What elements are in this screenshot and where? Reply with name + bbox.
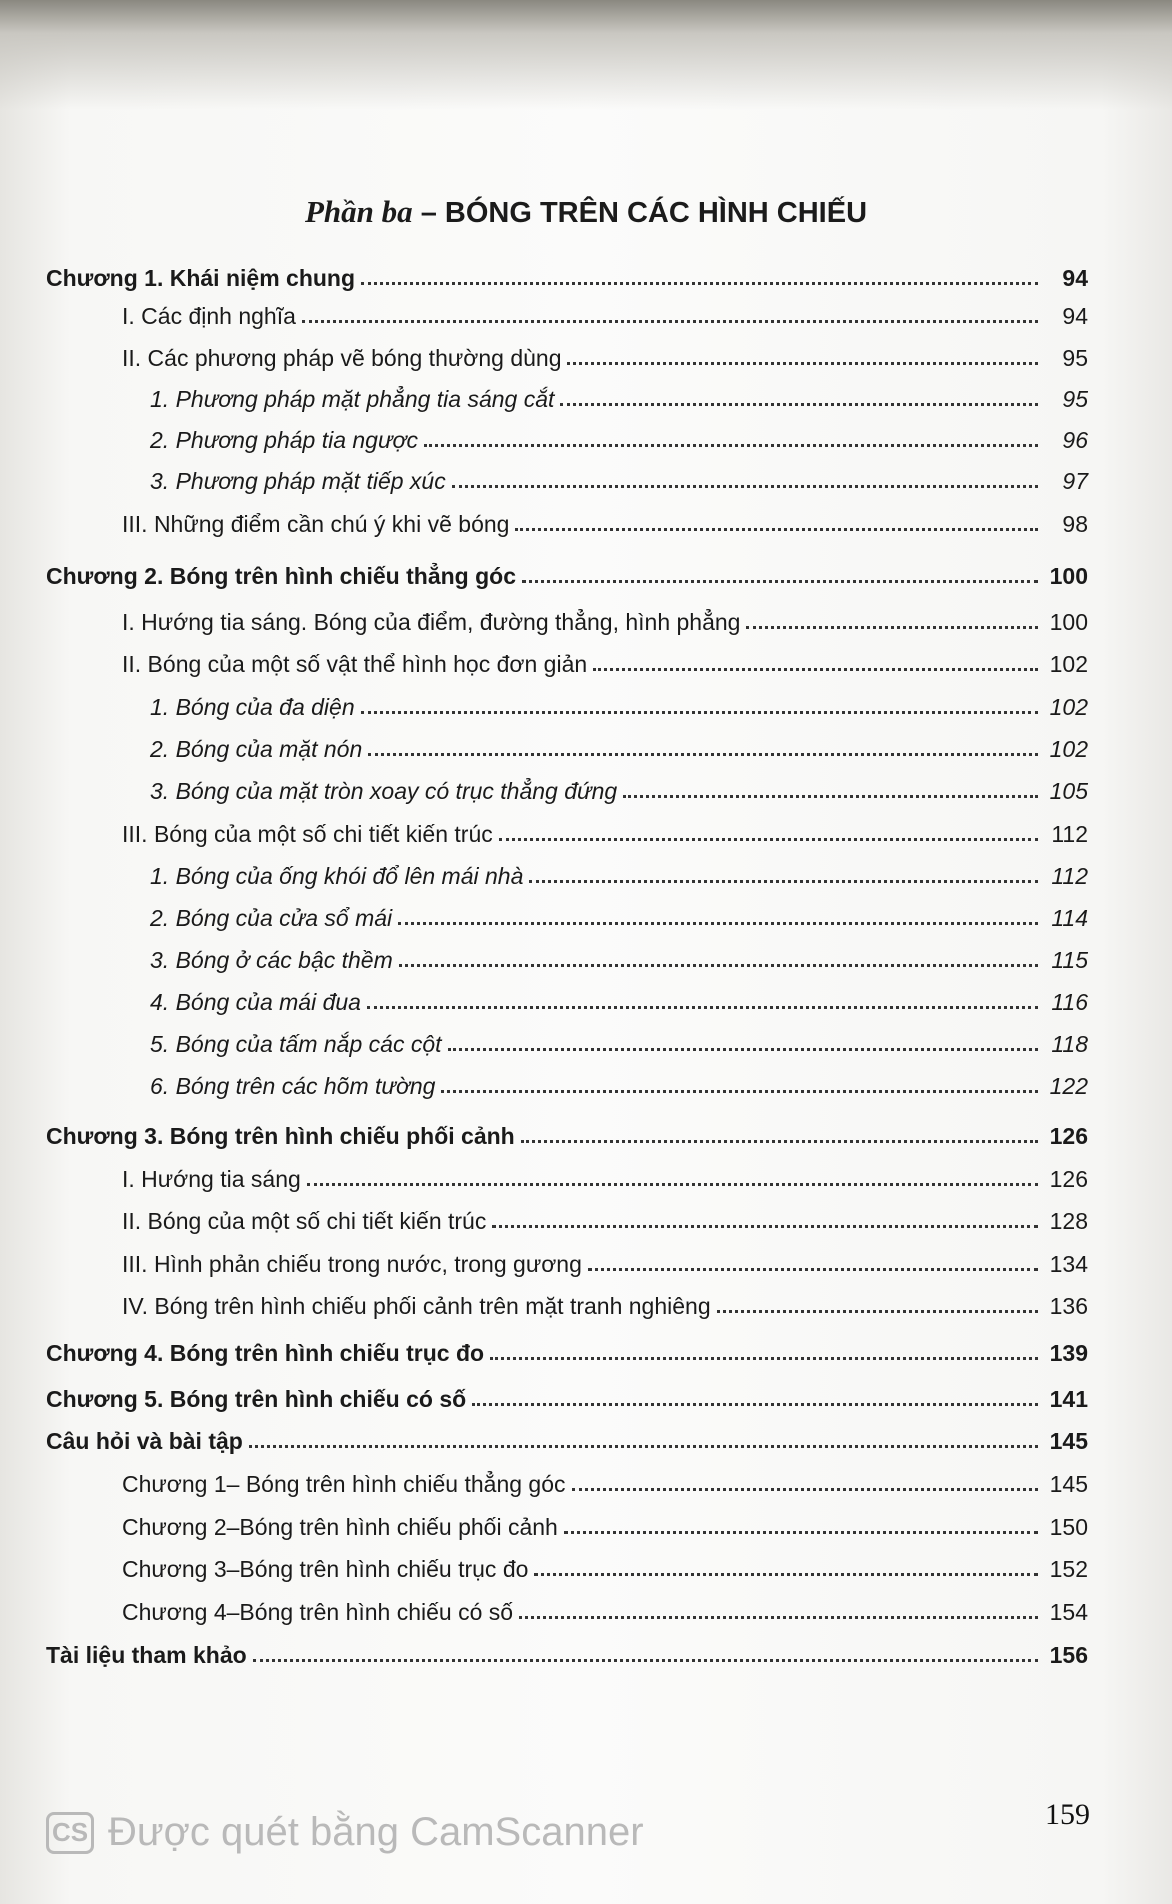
toc-dot-leader	[492, 1225, 1038, 1228]
toc-dot-leader	[361, 282, 1038, 285]
toc-entry-page: 139	[1049, 1340, 1088, 1366]
toc-entry-label: Chương 3–Bóng trên hình chiếu trục đo	[122, 1556, 529, 1582]
toc-entry-page: 100	[1049, 609, 1088, 635]
toc-entry	[150, 1067, 1088, 1101]
toc-entry-label: 1. Bóng của đa diện	[150, 694, 355, 720]
toc-entry-label: 4. Bóng của mái đua	[150, 989, 361, 1015]
toc-entry-label: III. Bóng của một số chi tiết kiến trúc	[122, 821, 493, 847]
toc-entry	[122, 297, 1088, 331]
toc-entry	[150, 380, 1088, 414]
toc-entry-page: 100	[1049, 563, 1088, 589]
toc-entry	[122, 1465, 1088, 1499]
toc-entry	[122, 1245, 1088, 1279]
toc-entry-page: 145	[1049, 1471, 1088, 1497]
toc-dot-leader	[534, 1573, 1038, 1576]
toc-entry-page: 95	[1062, 386, 1088, 412]
toc-entry-label: II. Các phương pháp vẽ bóng thường dùng	[122, 345, 562, 371]
toc-entry-label: II. Bóng của một số vật thể hình học đơn giản	[122, 651, 588, 677]
toc-entry-label: 5. Bóng của tấm nắp các cột	[150, 1031, 442, 1057]
toc-entry	[150, 421, 1088, 455]
toc-dot-leader	[515, 528, 1038, 531]
toc-entry	[150, 899, 1088, 933]
toc-entry	[46, 1636, 1088, 1670]
toc-entry	[150, 941, 1088, 975]
toc-entry-page: 97	[1062, 468, 1088, 494]
toc-dot-leader	[717, 1310, 1038, 1313]
toc-entry	[122, 603, 1088, 637]
toc-dot-leader	[367, 1006, 1038, 1009]
toc-entry	[46, 1422, 1088, 1456]
toc-entry	[122, 1550, 1088, 1584]
toc-entry	[150, 1025, 1088, 1059]
toc-dot-leader	[746, 626, 1038, 629]
toc-dot-leader	[249, 1445, 1038, 1448]
toc-entry-label: Chương 3. Bóng trên hình chiếu phối cảnh	[46, 1123, 515, 1149]
toc-dot-leader	[302, 320, 1038, 323]
toc-entry-page: 105	[1049, 778, 1088, 804]
toc-dot-leader	[529, 880, 1038, 883]
toc-entry	[122, 815, 1088, 849]
toc-entry-label: I. Hướng tia sáng	[122, 1166, 301, 1192]
toc-entry-page: 112	[1051, 821, 1088, 847]
toc-entry-page: 141	[1049, 1386, 1088, 1412]
part-title-prefix: Phần ba	[304, 194, 413, 229]
toc-entry-page: 94	[1062, 265, 1088, 291]
toc-dot-leader	[441, 1090, 1038, 1093]
toc-entry	[122, 1160, 1088, 1194]
toc-entry	[122, 1593, 1088, 1627]
toc-dot-leader	[593, 668, 1038, 671]
toc-entry-label: III. Hình phản chiếu trong nước, trong gương	[122, 1251, 582, 1277]
toc-entry-page: 115	[1051, 947, 1088, 973]
toc-entry-label: 2. Phương pháp tia ngược	[150, 427, 418, 453]
toc-dot-leader	[399, 964, 1038, 967]
toc-entry-page: 118	[1051, 1031, 1088, 1057]
toc-entry-label: Tài liệu tham khảo	[46, 1642, 247, 1668]
toc-entry-page: 150	[1049, 1514, 1088, 1540]
toc-dot-leader	[623, 795, 1038, 798]
toc-entry-label: III. Những điểm cần chú ý khi vẽ bóng	[122, 511, 510, 537]
toc-entry	[122, 1202, 1088, 1236]
toc-entry-page: 156	[1049, 1642, 1088, 1668]
toc-dot-leader	[521, 1140, 1038, 1143]
toc-dot-leader	[588, 1268, 1038, 1271]
scanner-watermark	[46, 1810, 644, 1855]
toc-entry-label: I. Các định nghĩa	[122, 303, 296, 329]
toc-entry-page: 128	[1049, 1208, 1088, 1234]
toc-dot-leader	[448, 1048, 1038, 1051]
toc-dot-leader	[564, 1531, 1038, 1534]
toc-entry	[150, 772, 1088, 806]
toc-entry-page: 94	[1062, 303, 1088, 329]
toc-entry-label: Chương 4–Bóng trên hình chiếu có số	[122, 1599, 514, 1625]
toc-entry	[46, 557, 1088, 591]
part-title-text: – BÓNG TRÊN CÁC HÌNH CHIẾU	[412, 197, 868, 229]
toc-entry-label: II. Bóng của một số chi tiết kiến trúc	[122, 1208, 487, 1234]
toc-entry	[150, 857, 1088, 891]
toc-entry	[122, 1287, 1088, 1321]
camscanner-logo-icon: CS	[46, 1812, 94, 1854]
toc-entry-page: 102	[1049, 694, 1088, 720]
toc-entry-label: 1. Phương pháp mặt phẳng tia sáng cắt	[150, 386, 555, 412]
toc-entry-page: 96	[1062, 427, 1088, 453]
toc-entry-label: 2. Bóng của mặt nón	[150, 736, 363, 762]
toc-entry-page: 134	[1049, 1251, 1088, 1277]
toc-entry-label: Câu hỏi và bài tập	[46, 1428, 243, 1454]
toc-entry-page: 126	[1049, 1166, 1088, 1192]
toc-dot-leader	[307, 1183, 1038, 1186]
toc-entry-label: I. Hướng tia sáng. Bóng của điểm, đường thẳng, hình phẳng	[122, 609, 741, 635]
toc-entry-page: 95	[1062, 345, 1088, 371]
toc-entry	[46, 1380, 1088, 1414]
toc-entry-label: 3. Bóng ở các bậc thềm	[150, 947, 393, 973]
toc-entry	[122, 505, 1088, 539]
toc-dot-leader	[472, 1403, 1038, 1406]
toc-entry-label: 6. Bóng trên các hõm tường	[150, 1073, 436, 1099]
toc-entry-page: 112	[1051, 863, 1088, 889]
toc-entry-page: 145	[1049, 1428, 1088, 1454]
toc-entry	[46, 1334, 1088, 1368]
toc-entry-page: 102	[1049, 736, 1088, 762]
toc-dot-leader	[452, 485, 1038, 488]
toc-entry-label: 3. Phương pháp mặt tiếp xúc	[150, 468, 446, 494]
toc-dot-leader	[253, 1659, 1038, 1662]
toc-entry-page: 102	[1049, 651, 1088, 677]
toc-entry	[150, 730, 1088, 764]
toc-entry-label: 3. Bóng của mặt tròn xoay có trục thẳng đứng	[150, 778, 618, 804]
toc-entry	[150, 983, 1088, 1017]
toc-dot-leader	[572, 1488, 1038, 1491]
toc-dot-leader	[368, 753, 1038, 756]
toc-entry-label: Chương 2. Bóng trên hình chiếu thẳng góc	[46, 563, 516, 589]
toc-entry-page: 154	[1049, 1599, 1088, 1625]
toc-dot-leader	[424, 444, 1038, 447]
toc-entry	[150, 688, 1088, 722]
toc-entry-label: IV. Bóng trên hình chiếu phối cảnh trên mặt tranh nghiêng	[122, 1293, 711, 1319]
scanner-watermark-text: Được quét bằng CamScanner	[108, 1810, 644, 1854]
toc-dot-leader	[361, 711, 1038, 714]
toc-dot-leader	[560, 403, 1038, 406]
toc-entry-page: 116	[1051, 989, 1088, 1015]
toc-entry-page: 98	[1062, 511, 1088, 537]
page-number: 159	[1045, 1798, 1090, 1831]
toc-entry-page: 114	[1051, 905, 1088, 931]
toc-dot-leader	[522, 580, 1038, 583]
toc-entry-label: Chương 1– Bóng trên hình chiếu thẳng góc	[122, 1471, 566, 1497]
toc-entry-label: Chương 2–Bóng trên hình chiếu phối cảnh	[122, 1514, 558, 1540]
toc-entry	[122, 1508, 1088, 1542]
toc-entry-page: 136	[1049, 1293, 1088, 1319]
toc-entry-page: 122	[1049, 1073, 1088, 1099]
toc-dot-leader	[490, 1357, 1038, 1360]
toc-entry-label: Chương 1. Khái niệm chung	[46, 265, 356, 291]
toc-entry-label: 1. Bóng của ống khói đổ lên mái nhà	[150, 863, 524, 889]
toc-entry	[46, 259, 1088, 293]
toc-entry-page: 126	[1049, 1123, 1088, 1149]
toc-entry-page: 152	[1049, 1556, 1088, 1582]
toc-entry-label: Chương 4. Bóng trên hình chiếu trục đo	[46, 1340, 485, 1366]
toc-entry	[122, 645, 1088, 679]
toc-entry	[150, 462, 1088, 496]
toc-dot-leader	[519, 1616, 1038, 1619]
toc-dot-leader	[398, 922, 1038, 925]
toc-entry	[122, 339, 1088, 373]
toc-entry-label: Chương 5. Bóng trên hình chiếu có số	[46, 1386, 467, 1412]
toc-dot-leader	[499, 838, 1038, 841]
toc-dot-leader	[567, 362, 1038, 365]
toc-entry-label: 2. Bóng của cửa sổ mái	[150, 905, 393, 931]
toc-entry	[46, 1117, 1088, 1151]
